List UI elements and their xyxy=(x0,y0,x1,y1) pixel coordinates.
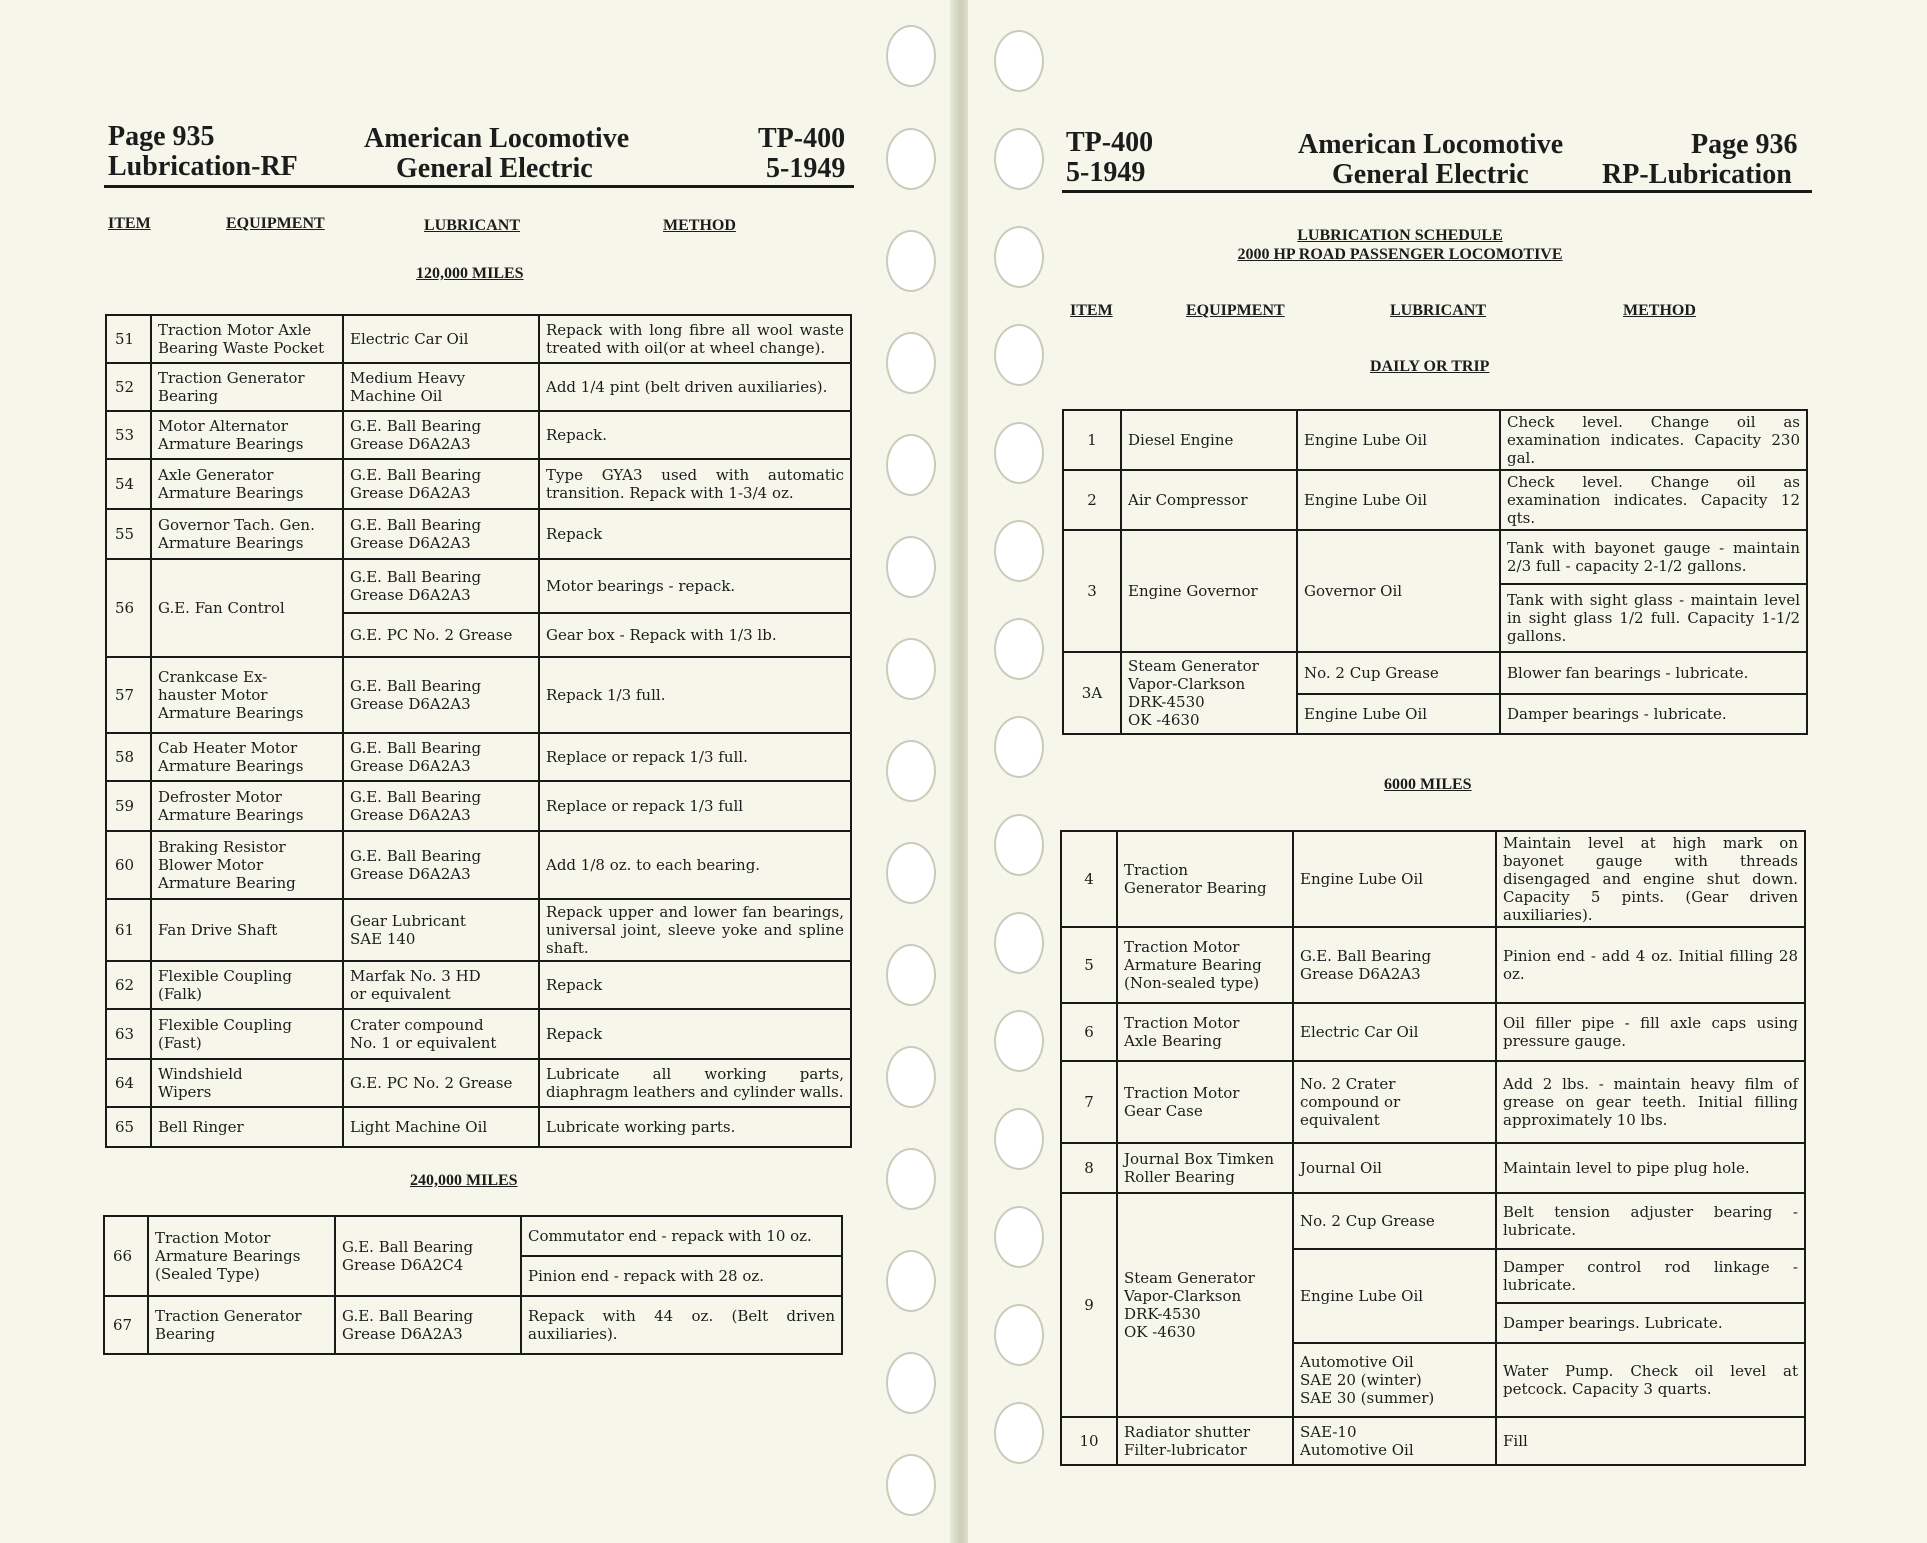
item-cell: 3A xyxy=(1063,652,1121,734)
binder-hole-icon xyxy=(886,536,936,598)
method-cell: Damper bearings - lubricate. xyxy=(1500,694,1807,734)
table-row xyxy=(104,1216,842,1256)
table-row xyxy=(106,781,851,831)
method-cell: Pinion end - add 4 oz. Initial filling 28 oz. xyxy=(1496,927,1805,1003)
lubricant-cell: No. 2 Cup Grease xyxy=(1293,1193,1496,1249)
table-row xyxy=(1061,1143,1805,1193)
lubricant-cell: Engine Lube Oil xyxy=(1293,831,1496,927)
equipment-cell: Traction Generator Bearing xyxy=(148,1296,335,1354)
equipment-cell: Traction Motor Axle Bearing xyxy=(1117,1003,1293,1061)
table-row xyxy=(106,1059,851,1107)
section-heading: 120,000 MILES xyxy=(416,265,524,282)
lubricant-cell: G.E. PC No. 2 Grease xyxy=(343,613,539,657)
lubricant-cell: G.E. Ball Bearing Grease D6A2A3 xyxy=(335,1296,521,1354)
item-cell: 7 xyxy=(1061,1061,1117,1143)
equipment-cell: Traction Motor Armature Bearings (Sealed Type) xyxy=(148,1216,335,1296)
binder-hole-icon xyxy=(994,716,1044,778)
table-row xyxy=(106,411,851,459)
lubrication-table xyxy=(105,314,852,1148)
equipment-cell: Governor Tach. Gen. Armature Bearings xyxy=(151,509,343,559)
method-cell: Repack xyxy=(539,1009,851,1059)
equipment-cell: Traction Motor Armature Bearing (Non-sealed type) xyxy=(1117,927,1293,1003)
equipment-cell: G.E. Fan Control xyxy=(151,559,343,657)
table-row xyxy=(1061,1061,1805,1143)
equipment-cell: Traction Motor Gear Case xyxy=(1117,1061,1293,1143)
item-cell: 59 xyxy=(106,781,151,831)
method-cell: Belt tension adjuster bearing - lubricate. xyxy=(1496,1193,1805,1249)
item-cell: 55 xyxy=(106,509,151,559)
schedule-subtitle: 2000 HP ROAD PASSENGER LOCOMOTIVE xyxy=(1237,246,1563,263)
item-cell: 66 xyxy=(104,1216,148,1296)
method-cell: Water Pump. Check oil level at petcock. Capacity 3 quarts. xyxy=(1496,1343,1805,1417)
method-cell: Damper bearings. Lubricate. xyxy=(1496,1303,1805,1343)
equipment-cell: Fan Drive Shaft xyxy=(151,899,343,961)
col-method: METHOD xyxy=(663,217,736,234)
schedule-title: LUBRICATION SCHEDULE xyxy=(1297,227,1503,244)
method-cell: Fill xyxy=(1496,1417,1805,1465)
col-lubricant: LUBRICANT xyxy=(1390,302,1487,319)
header-rule xyxy=(104,185,854,188)
item-cell: 1 xyxy=(1063,410,1121,470)
binder-hole-icon xyxy=(994,618,1044,680)
binder-hole-icon xyxy=(886,842,936,904)
doc-date: 5-1949 xyxy=(766,153,846,184)
lubricant-cell: G.E. Ball Bearing Grease D6A2A3 xyxy=(343,459,539,509)
table-row xyxy=(106,657,851,733)
lubricant-cell: Engine Lube Oil xyxy=(1293,1249,1496,1343)
binder-hole-icon xyxy=(994,520,1044,582)
equipment-cell: Bell Ringer xyxy=(151,1107,343,1147)
equipment-cell: Flexible Coupling (Falk) xyxy=(151,961,343,1009)
method-cell: Maintain level to pipe plug hole. xyxy=(1496,1143,1805,1193)
equipment-cell: Cab Heater Motor Armature Bearings xyxy=(151,733,343,781)
col-equipment: EQUIPMENT xyxy=(226,215,325,232)
maker-name: General Electric xyxy=(396,153,593,184)
method-cell: Replace or repack 1/3 full. xyxy=(539,733,851,781)
item-cell: 62 xyxy=(106,961,151,1009)
equipment-cell: Traction Motor Axle Bearing Waste Pocket xyxy=(151,315,343,363)
equipment-cell: Steam Generator Vapor-Clarkson DRK-4530 OK -4630 xyxy=(1121,652,1297,734)
page-number: Page 935 xyxy=(108,121,215,152)
lubricant-cell: Engine Lube Oil xyxy=(1297,470,1500,530)
lubricant-cell: Governor Oil xyxy=(1297,530,1500,652)
table-row xyxy=(106,733,851,781)
table-row xyxy=(1061,831,1805,927)
equipment-cell: Radiator shutter Filter-lubricator xyxy=(1117,1417,1293,1465)
method-cell: Type GYA3 used with automatic transition. Repack with 1-3/4 oz. xyxy=(539,459,851,509)
table-row xyxy=(1063,652,1807,694)
method-cell: Repack. xyxy=(539,411,851,459)
binder-hole-icon xyxy=(994,1206,1044,1268)
binder-hole-icon xyxy=(994,1010,1044,1072)
binder-hole-icon xyxy=(994,324,1044,386)
item-cell: 5 xyxy=(1061,927,1117,1003)
lubricant-cell: G.E. Ball Bearing Grease D6A2A3 xyxy=(343,509,539,559)
col-method: METHOD xyxy=(1623,302,1696,319)
lubricant-cell: SAE-10 Automotive Oil xyxy=(1293,1417,1496,1465)
equipment-cell: Engine Governor xyxy=(1121,530,1297,652)
method-cell: Repack with long fibre all wool waste treated with oil(or at wheel change). xyxy=(539,315,851,363)
doc-number: TP-400 xyxy=(758,123,846,154)
method-cell: Tank with bayonet gauge - maintain 2/3 full - capacity 2-1/2 gallons. xyxy=(1500,530,1807,584)
method-cell: Check level. Change oil as examination indicates. Capacity 230 gal. xyxy=(1500,410,1807,470)
item-cell: 54 xyxy=(106,459,151,509)
lubricant-cell: Crater compound No. 1 or equivalent xyxy=(343,1009,539,1059)
method-cell: Repack upper and lower fan bearings, universal joint, sleeve yoke and spline shaft. xyxy=(539,899,851,961)
item-cell: 67 xyxy=(104,1296,148,1354)
item-cell: 10 xyxy=(1061,1417,1117,1465)
method-cell: Replace or repack 1/3 full xyxy=(539,781,851,831)
equipment-cell: Windshield Wipers xyxy=(151,1059,343,1107)
item-cell: 64 xyxy=(106,1059,151,1107)
table-row xyxy=(1063,410,1807,470)
table-row xyxy=(1061,927,1805,1003)
item-cell: 51 xyxy=(106,315,151,363)
method-cell: Blower fan bearings - lubricate. xyxy=(1500,652,1807,694)
table-row xyxy=(106,509,851,559)
table-row xyxy=(1061,1003,1805,1061)
table-row xyxy=(1061,1193,1805,1249)
lubricant-cell: Automotive Oil SAE 20 (winter) SAE 30 (summer) xyxy=(1293,1343,1496,1417)
binder-hole-icon xyxy=(886,1250,936,1312)
section-heading: DAILY OR TRIP xyxy=(1370,358,1490,375)
lubrication-table xyxy=(103,1215,843,1355)
item-cell: 57 xyxy=(106,657,151,733)
lubrication-table xyxy=(1060,830,1806,1466)
item-cell: 52 xyxy=(106,363,151,411)
item-cell: 9 xyxy=(1061,1193,1117,1417)
method-cell: Lubricate all working parts, diaphragm leathers and cylinder walls. xyxy=(539,1059,851,1107)
item-cell: 56 xyxy=(106,559,151,657)
header-rule xyxy=(1062,190,1812,193)
equipment-cell: Diesel Engine xyxy=(1121,410,1297,470)
equipment-cell: Motor Alternator Armature Bearings xyxy=(151,411,343,459)
method-cell: Add 1/8 oz. to each bearing. xyxy=(539,831,851,899)
equipment-cell: Journal Box Timken Roller Bearing xyxy=(1117,1143,1293,1193)
binder-hole-icon xyxy=(886,434,936,496)
binder-holes-left xyxy=(880,0,940,1543)
lubricant-cell: G.E. Ball Bearing Grease D6A2A3 xyxy=(343,411,539,459)
section-title: RP-Lubrication xyxy=(1602,159,1792,190)
method-cell: Lubricate working parts. xyxy=(539,1107,851,1147)
maker-name: General Electric xyxy=(1332,159,1529,190)
table-row xyxy=(106,831,851,899)
lubricant-cell: G.E. Ball Bearing Grease D6A2C4 xyxy=(335,1216,521,1296)
method-cell: Check level. Change oil as examination indicates. Capacity 12 qts. xyxy=(1500,470,1807,530)
binder-hole-icon xyxy=(994,1108,1044,1170)
section-heading: 6000 MILES xyxy=(1384,776,1472,793)
lubricant-cell: No. 2 Cup Grease xyxy=(1297,652,1500,694)
binder-hole-icon xyxy=(886,944,936,1006)
lubricant-cell: Engine Lube Oil xyxy=(1297,410,1500,470)
equipment-cell: Defroster Motor Armature Bearings xyxy=(151,781,343,831)
item-cell: 3 xyxy=(1063,530,1121,652)
lubricant-cell: Electric Car Oil xyxy=(343,315,539,363)
method-cell: Add 1/4 pint (belt driven auxiliaries). xyxy=(539,363,851,411)
equipment-cell: Traction Generator Bearing xyxy=(151,363,343,411)
binder-hole-icon xyxy=(886,638,936,700)
method-cell: Gear box - Repack with 1/3 lb. xyxy=(539,613,851,657)
item-cell: 6 xyxy=(1061,1003,1117,1061)
method-cell: Motor bearings - repack. xyxy=(539,559,851,613)
binder-hole-icon xyxy=(886,740,936,802)
table-row xyxy=(106,315,851,363)
col-item: ITEM xyxy=(108,215,151,232)
item-cell: 58 xyxy=(106,733,151,781)
method-cell: Commutator end - repack with 10 oz. xyxy=(521,1216,842,1256)
item-cell: 65 xyxy=(106,1107,151,1147)
lubricant-cell: G.E. Ball Bearing Grease D6A2A3 xyxy=(343,657,539,733)
company-name: American Locomotive xyxy=(1298,129,1564,160)
binder-hole-icon xyxy=(994,128,1044,190)
table-row xyxy=(106,363,851,411)
col-item: ITEM xyxy=(1070,302,1113,319)
method-cell: Repack with 44 oz. (Belt driven auxiliaries). xyxy=(521,1296,842,1354)
table-row xyxy=(106,1107,851,1147)
item-cell: 61 xyxy=(106,899,151,961)
equipment-cell: Steam Generator Vapor-Clarkson DRK-4530 OK -4630 xyxy=(1117,1193,1293,1417)
binder-hole-icon xyxy=(994,912,1044,974)
method-cell: Oil filler pipe - fill axle caps using pressure gauge. xyxy=(1496,1003,1805,1061)
binder-hole-icon xyxy=(886,25,936,87)
binder-hole-icon xyxy=(994,814,1044,876)
binder-hole-icon xyxy=(994,422,1044,484)
right-page xyxy=(968,0,1927,1543)
method-cell: Repack xyxy=(539,961,851,1009)
lubricant-cell: G.E. Ball Bearing Grease D6A2A3 xyxy=(343,831,539,899)
binder-hole-icon xyxy=(886,1046,936,1108)
binder-hole-icon xyxy=(886,1148,936,1210)
equipment-cell: Flexible Coupling (Fast) xyxy=(151,1009,343,1059)
equipment-cell: Braking Resistor Blower Motor Armature Bearing xyxy=(151,831,343,899)
col-equipment: EQUIPMENT xyxy=(1186,302,1285,319)
lubricant-cell: Journal Oil xyxy=(1293,1143,1496,1193)
lubricant-cell: G.E. Ball Bearing Grease D6A2A3 xyxy=(343,559,539,613)
lubricant-cell: G.E. Ball Bearing Grease D6A2A3 xyxy=(343,781,539,831)
doc-number: TP-400 xyxy=(1066,127,1154,158)
binder-hole-icon xyxy=(886,230,936,292)
binder-hole-icon xyxy=(886,128,936,190)
lubricant-cell: Marfak No. 3 HD or equivalent xyxy=(343,961,539,1009)
lubricant-cell: Gear Lubricant SAE 140 xyxy=(343,899,539,961)
table-row xyxy=(106,961,851,1009)
method-cell: Maintain level at high mark on bayonet gauge with threads disengaged and engine shut down. Capacity 5 pints. (Gear driven auxiliaries). xyxy=(1496,831,1805,927)
lubrication-table xyxy=(1062,409,1808,735)
table-row xyxy=(106,559,851,613)
method-cell: Repack 1/3 full. xyxy=(539,657,851,733)
table-row xyxy=(1061,1417,1805,1465)
lubricant-cell: Engine Lube Oil xyxy=(1297,694,1500,734)
item-cell: 4 xyxy=(1061,831,1117,927)
col-lubricant: LUBRICANT xyxy=(424,217,521,234)
equipment-cell: Crankcase Ex- hauster Motor Armature Bearings xyxy=(151,657,343,733)
lubricant-cell: No. 2 Crater compound or equivalent xyxy=(1293,1061,1496,1143)
item-cell: 53 xyxy=(106,411,151,459)
table-row xyxy=(1063,530,1807,584)
table-row xyxy=(106,459,851,509)
section-title: Lubrication-RF xyxy=(108,151,298,182)
page-number: Page 936 xyxy=(1691,129,1798,160)
table-row xyxy=(106,1009,851,1059)
item-cell: 63 xyxy=(106,1009,151,1059)
lubricant-cell: G.E. Ball Bearing Grease D6A2A3 xyxy=(343,733,539,781)
schedule-caption xyxy=(1180,226,1620,264)
item-cell: 2 xyxy=(1063,470,1121,530)
equipment-cell: Air Compressor xyxy=(1121,470,1297,530)
binder-hole-icon xyxy=(886,1352,936,1414)
table-row xyxy=(106,899,851,961)
binder-hole-icon xyxy=(886,1454,936,1516)
equipment-cell: Axle Generator Armature Bearings xyxy=(151,459,343,509)
lubricant-cell: G.E. PC No. 2 Grease xyxy=(343,1059,539,1107)
lubricant-cell: Electric Car Oil xyxy=(1293,1003,1496,1061)
lubricant-cell: Light Machine Oil xyxy=(343,1107,539,1147)
equipment-cell: Traction Generator Bearing xyxy=(1117,831,1293,927)
item-cell: 8 xyxy=(1061,1143,1117,1193)
table-row xyxy=(1063,470,1807,530)
binder-hole-icon xyxy=(994,1304,1044,1366)
item-cell: 60 xyxy=(106,831,151,899)
method-cell: Repack xyxy=(539,509,851,559)
binder-holes-right xyxy=(990,0,1050,1543)
method-cell: Add 2 lbs. - maintain heavy film of grease on gear teeth. Initial filling approximately 10 lbs. xyxy=(1496,1061,1805,1143)
table-row xyxy=(104,1296,842,1354)
binder-hole-icon xyxy=(886,332,936,394)
binder-hole-icon xyxy=(994,1402,1044,1464)
binder-hole-icon xyxy=(994,30,1044,92)
doc-date: 5-1949 xyxy=(1066,157,1146,188)
section-heading: 240,000 MILES xyxy=(410,1172,518,1189)
method-cell: Pinion end - repack with 28 oz. xyxy=(521,1256,842,1296)
company-name: American Locomotive xyxy=(364,123,630,154)
method-cell: Tank with sight glass - maintain level in sight glass 1/2 full. Capacity 1-1/2 gallons. xyxy=(1500,584,1807,652)
binder-hole-icon xyxy=(994,226,1044,288)
left-page xyxy=(0,0,957,1543)
lubricant-cell: Medium Heavy Machine Oil xyxy=(343,363,539,411)
method-cell: Damper control rod linkage - lubricate. xyxy=(1496,1249,1805,1303)
lubricant-cell: G.E. Ball Bearing Grease D6A2A3 xyxy=(1293,927,1496,1003)
